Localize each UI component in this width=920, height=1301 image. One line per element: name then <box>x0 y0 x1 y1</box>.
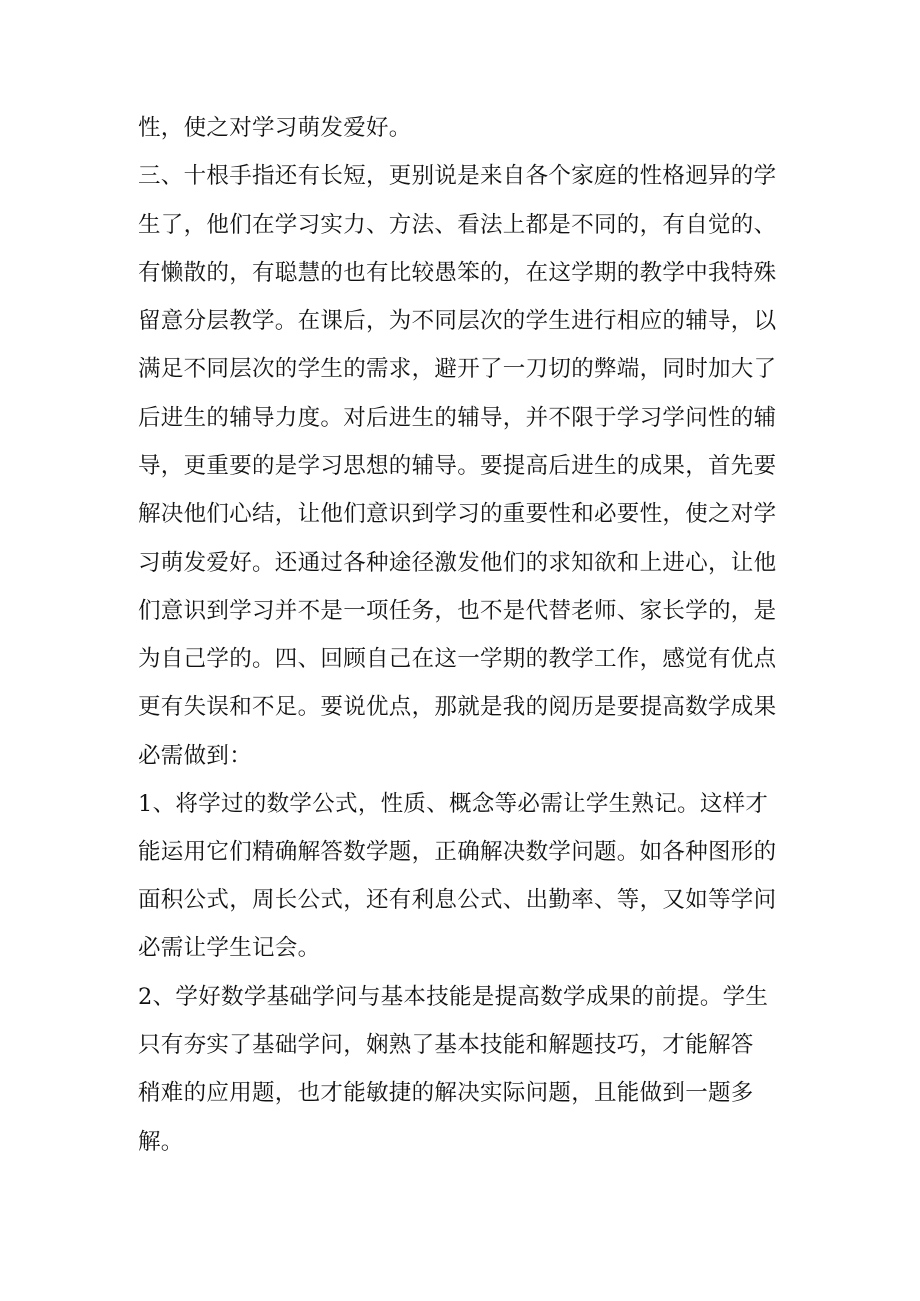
text-line: 解决他们心结，让他们意识到学习的重要性和必要性，使之对学 <box>138 501 777 527</box>
text-line: 导，更重要的是学习思想的辅导。要提高后进生的成果，首先要 <box>138 453 777 479</box>
text-line: 必需让学生记会。 <box>138 935 321 961</box>
text-line: 习萌发爱好。还通过各种途径激发他们的求知欲和上进心，让他 <box>138 550 777 576</box>
text-line: 有懒散的，有聪慧的也有比较愚笨的，在这学期的教学中我特殊 <box>138 260 777 286</box>
text-line: 们意识到学习并不是一项任务，也不是代替老师、家长学的，是 <box>138 598 777 624</box>
text-line: 稍难的应用题，也才能敏捷的解决实际问题，且能做到一题多 <box>138 1080 754 1106</box>
text-line: 解。 <box>138 1129 184 1155</box>
text-line: 留意分层教学。在课后，为不同层次的学生进行相应的辅导，以 <box>138 308 777 334</box>
text-line: 为自己学的。四、回顾自己在这一学期的教学工作，感觉有优点 <box>138 646 777 672</box>
text-line: 生了，他们在学习实力、方法、看法上都是不同的，有自觉的、 <box>138 212 777 238</box>
text-line: 2、学好数学基础学问与基本技能是提高数学成果的前提。学生 <box>138 984 769 1010</box>
text-line: 满足不同层次的学生的需求，避开了一刀切的弊端，同时加大了 <box>138 356 777 382</box>
text-line: 1、将学过的数学公式，性质、概念等必需让学生熟记。这样才 <box>138 791 769 817</box>
text-line: 三、十根手指还有长短，更别说是来自各个家庭的性格迥异的学 <box>138 163 777 189</box>
text-line: 能运用它们精确解答数学题，正确解决数学问题。如各种图形的 <box>138 839 777 865</box>
text-line: 更有失误和不足。要说优点，那就是我的阅历是要提高数学成果 <box>138 694 777 720</box>
text-line: 后进生的辅导力度。对后进生的辅导，并不限于学习学问性的辅 <box>138 405 777 431</box>
text-line: 只有夯实了基础学问，娴熟了基本技能和解题技巧，才能解答 <box>138 1032 754 1058</box>
text-line: 面积公式，周长公式，还有利息公式、出勤率、等，又如等学问 <box>138 887 777 913</box>
text-line: 性，使之对学习萌发爱好。 <box>138 115 412 141</box>
text-line: 必需做到： <box>138 743 253 769</box>
